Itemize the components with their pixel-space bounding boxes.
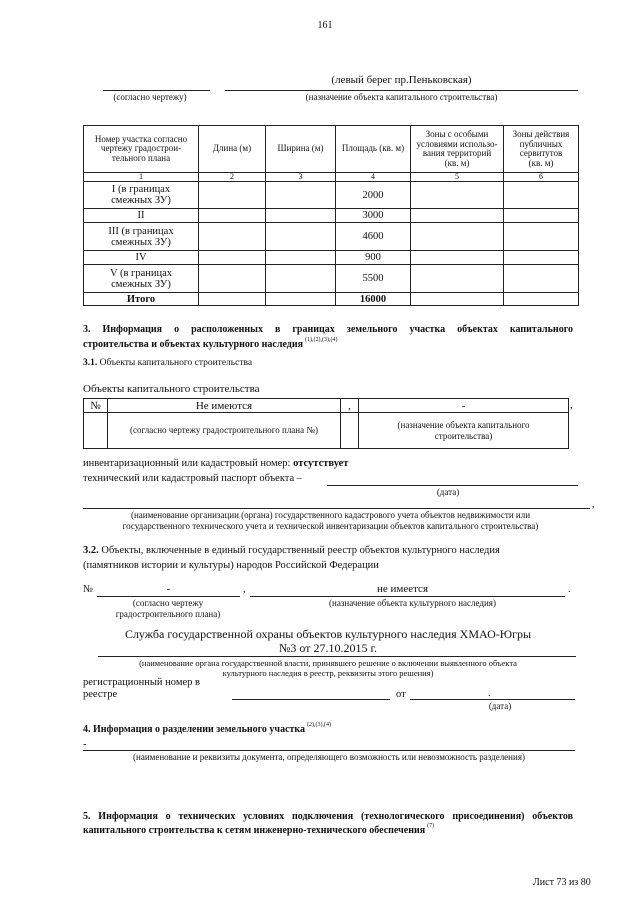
plots-table-header-cell: Площадь (кв. м) [336, 126, 411, 173]
plots-table-cell-label: I (в границах смежных ЗУ) [84, 182, 199, 209]
technical-passport-underline [327, 485, 578, 486]
organization-label: (наименование организации (органа) государственного кадастрового учета объектов недвижимости или государственного технического учета и технической инвентаризации объектов капитального строительства) [122, 510, 539, 531]
division-document-underline [83, 750, 575, 751]
heritage-number-sign: № [83, 584, 94, 595]
plots-table-cell-width [266, 293, 336, 306]
object-purpose-label: (назначение объекта капитального строительства) [305, 92, 498, 102]
plots-table-row [84, 209, 579, 223]
plots-table-column-number: 6 [504, 173, 579, 182]
objects-purpose-label-cell: (назначение объекта капитального строительства) [359, 413, 569, 449]
plots-table-cell-servitude-zones [504, 265, 579, 293]
section-3-heading-line-2 [83, 339, 338, 351]
comma-cell: , [341, 399, 359, 413]
plots-table-cell-width [266, 251, 336, 265]
registry-number-label: регистрационный номер в реестре [83, 677, 200, 700]
page-number: 161 [317, 20, 333, 31]
plots-table-cell-servitude-zones [504, 182, 579, 209]
section-4-footnote-refs: (2),(3),(4) [307, 722, 332, 728]
objects-drawing-label-cell: (согласно чертежу градостроительного плана №) [108, 413, 341, 449]
plots-table-cell-area: 900 [336, 251, 411, 265]
plots-table-cell-area: 4600 [336, 223, 411, 251]
plots-table-cell-special-zones [411, 223, 504, 251]
subsection-3-1-title [83, 358, 252, 369]
plots-table-cell-width [266, 223, 336, 251]
plots-table-cell-special-zones [411, 182, 504, 209]
plots-table-cell-servitude-zones [504, 223, 579, 251]
plots-table-cell-area: 2000 [336, 182, 411, 209]
organization-comma: , [592, 499, 595, 510]
section-3-footnote-refs: (1),(2),(3),(4) [305, 337, 338, 343]
plots-table-cell-label: V (в границах смежных ЗУ) [84, 265, 199, 293]
plots-table-cell-label: IV [84, 251, 199, 265]
registry-date-label: (дата) [488, 701, 512, 711]
plots-table-cell-length [199, 265, 266, 293]
plots-table-header-cell: Длина (м) [199, 126, 266, 173]
subsection-3-1-text: Объекты капитального строительства [99, 358, 253, 368]
plots-table-row [84, 293, 579, 306]
plots-table-cell-servitude-zones [504, 251, 579, 265]
section-5-heading-line-1: 5. Информация о технических условиях подключения (технологического присоединения) объектов [83, 811, 573, 822]
plots-table-cell-length [199, 293, 266, 306]
capital-objects-value-row [84, 399, 569, 413]
plots-table-cell-label: III (в границах смежных ЗУ) [84, 223, 199, 251]
plots-table-cell-label: II [84, 209, 199, 223]
plots-table-header-cell: Номер участка согласно чертежу градострои- тельного плана [84, 126, 199, 173]
plots-table-row [84, 265, 579, 293]
plots-table-column-number: 1 [84, 173, 199, 182]
authority-name: Служба государственной охраны объектов культурного наследия ХМАО-Югры [124, 627, 532, 641]
plots-table-cell-area: 3000 [336, 209, 411, 223]
plots-table-cell-length [199, 182, 266, 209]
section-5-footnote-refs: (7) [427, 823, 435, 829]
objects-purpose-value-cell: - [359, 399, 569, 413]
plots-table-cell-servitude-zones [504, 209, 579, 223]
plots-table-cell-width [266, 182, 336, 209]
plots-table-cell-special-zones [411, 251, 504, 265]
plots-table-cell-label: Итого [84, 293, 199, 306]
plots-table-column-number: 5 [411, 173, 504, 182]
section-5-heading-text: капитального строительства к сетям инженерно-технического обеспечения [83, 825, 426, 836]
objects-trailing-comma: , [570, 399, 573, 411]
plots-table-cell-special-zones [411, 209, 504, 223]
section-3-heading-text: строительства и объектах культурного наследия [83, 339, 304, 350]
inventory-number-line [83, 458, 348, 471]
subsection-3-2-text: Объекты, включенные в единый государственный реестр объектов культурного наследия [101, 545, 500, 556]
object-purpose-underline [225, 90, 578, 91]
drawing-number-label: (согласно чертежу) [113, 92, 187, 102]
registry-number-underline [232, 699, 390, 700]
section-4-heading [83, 724, 331, 736]
heritage-purpose-value: не имеется [376, 583, 428, 595]
capital-objects-table [83, 398, 569, 449]
plots-table-cell-area: 5500 [336, 265, 411, 293]
object-purpose-value: (левый берег пр.Пеньковская) [331, 74, 472, 86]
objects-caption: Объекты капитального строительства [83, 383, 260, 395]
plots-table-header-row [84, 126, 579, 173]
registry-from-label: от [396, 689, 406, 700]
objects-value-cell: Не имеются [108, 399, 341, 413]
authority-underline [98, 656, 576, 657]
plots-table-cell-length [199, 209, 266, 223]
plots-table-cell-width [266, 265, 336, 293]
plots-table-column-number: 2 [199, 173, 266, 182]
heritage-drawing-label: (согласно чертежу градостроительного плана) [115, 598, 221, 619]
inventory-number-value: отсутствует [293, 458, 349, 469]
inventory-number-label: инвентаризационный или кадастровый номер: [83, 458, 291, 469]
number-sign-cell: № [84, 399, 108, 413]
section-3-heading-line-1: 3. Информация о расположенных в границах земельного участка объектах капитального [83, 324, 573, 335]
plots-table-cell-area: 16000 [336, 293, 411, 306]
drawing-number-underline [103, 90, 210, 91]
plots-table-cell-width [266, 209, 336, 223]
empty-cell [84, 413, 108, 449]
plots-table-cell-special-zones [411, 293, 504, 306]
section-5-heading-line-2 [83, 825, 434, 837]
plots-table-cell-special-zones [411, 265, 504, 293]
heritage-comma: , [243, 584, 246, 595]
subsection-3-2-title-line-2: (памятников истории и культуры) народов Российской Федерации [83, 560, 379, 571]
authority-decision: №3 от 27.10.2015 г. [278, 641, 378, 655]
plots-table-number-row [84, 173, 579, 182]
land-plots-table [83, 125, 579, 306]
registry-date-underline [410, 699, 575, 700]
section-4-heading-text: 4. Информация о разделении земельного участка [83, 724, 306, 735]
capital-objects-label-row [84, 413, 569, 449]
technical-passport-label: технический или кадастровый паспорт объекта – [83, 473, 303, 484]
heritage-drawing-value: - [166, 584, 171, 595]
sheet-counter: Лист 73 из 80 [533, 877, 591, 888]
plots-table-row [84, 223, 579, 251]
plots-table-header-cell: Зоны действия публичных сервитутов (кв. м) [504, 126, 579, 173]
division-document-label: (наименование и реквизиты документа, определяющего возможность или невозможность разделения) [133, 752, 525, 762]
authority-label: (наименование органа государственной власти, принявшего решение о включении выявленного объекта культурного наследия в реестр, реквизиты этого решения) [139, 658, 517, 678]
plots-table-column-number: 4 [336, 173, 411, 182]
division-document-value: - [83, 739, 87, 750]
subsection-3-2-number: 3.2. [83, 545, 99, 556]
technical-passport-date-label: (дата) [436, 487, 460, 497]
subsection-3-1-number: 3.1. [83, 358, 98, 368]
registry-period: . [488, 688, 491, 699]
plots-table-cell-length [199, 251, 266, 265]
plots-table-row [84, 251, 579, 265]
plots-table-cell-length [199, 223, 266, 251]
plots-table-header-cell: Зоны с особыми условиями использо- вания территорий (кв. м) [411, 126, 504, 173]
empty-cell [341, 413, 359, 449]
plots-table-row [84, 182, 579, 209]
plots-table-cell-servitude-zones [504, 293, 579, 306]
land-plots-table-body [84, 126, 579, 306]
plots-table-column-number: 3 [266, 173, 336, 182]
organization-underline [83, 508, 590, 509]
heritage-purpose-label: (назначение объекта культурного наследия) [329, 598, 496, 608]
plots-table-header-cell: Ширина (м) [266, 126, 336, 173]
heritage-period: . [568, 584, 571, 595]
subsection-3-2-title-line-1 [83, 545, 500, 558]
